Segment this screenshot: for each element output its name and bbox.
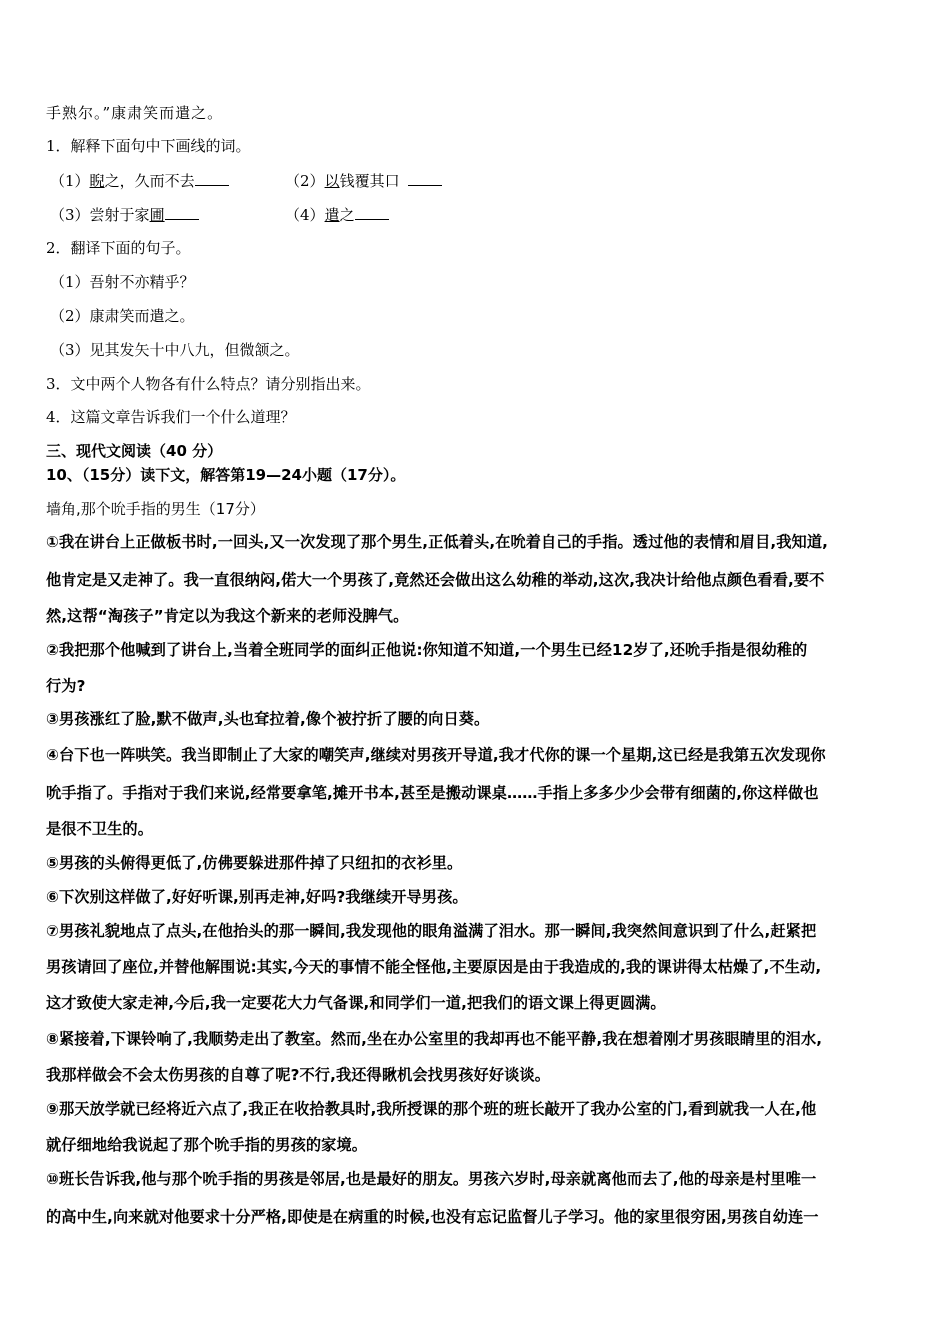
article-line: 就仔细地给我说起了那个吮手指的男孩的家境。 <box>46 1136 368 1154</box>
article-line: ⑨那天放学就已经将近六点了,我正在收拾教具时,我所授课的那个班的班长敲开了我办公室的门,看到就我一人在,他 <box>46 1100 817 1118</box>
question-1-item-2 <box>285 170 442 191</box>
article-line: 我那样做会不会太伤男孩的自尊了呢?不行,我还得瞅机会找男孩好好谈谈。 <box>46 1066 550 1084</box>
article-line: ②我把那个他喊到了讲台上,当着全班同学的面纠正他说:你知道不知道,一个男生已经12岁了,还吮手指是很幼稚的 <box>46 641 808 659</box>
question-2-sentence-1: （1）吾射不亦精乎？ <box>50 273 195 291</box>
item-number: （4） <box>285 206 325 224</box>
item-text: 之，久而不去 <box>104 172 195 190</box>
article-line: 吮手指了。手指对于我们来说,经常要拿笔,摊开书本,甚至是搬动课桌……手指上多多少少会带有细菌的,你这样做也 <box>46 784 819 802</box>
article-line: ⑩班长告诉我,他与那个吮手指的男孩是邻居,也是最好的朋友。男孩六岁时,母亲就离他而去了,他的母亲是村里唯一 <box>46 1170 817 1188</box>
section-heading: 三、现代文阅读（40 分） <box>46 442 223 460</box>
article-line: 的高中生,向来就对他要求十分严格,即使是在病重的时候,也没有忘记监督儿子学习。他的家里很穷困,男孩自幼连一 <box>46 1208 819 1226</box>
underlined-word: 睨 <box>89 172 105 190</box>
item-text: 钱覆其口 <box>339 172 400 190</box>
article-line: ③男孩涨红了脸,默不做声,头也耷拉着,像个被拧折了腰的向日葵。 <box>46 710 490 728</box>
question-1-item-3 <box>50 204 199 225</box>
article-line: ①我在讲台上正做板书时,一回头,又一次发现了那个男生,正低着头,在吮着自己的手指。透过他的表情和眉目,我知道, <box>46 533 828 551</box>
question-10-heading: 10、（15分）读下文，解答第19—24小题（17分）。 <box>46 466 406 484</box>
item-number: （3） <box>50 206 90 224</box>
article-line: 是很不卫生的。 <box>46 820 154 838</box>
question-1-item-1 <box>50 170 229 191</box>
item-text: 尝射于家 <box>89 206 150 224</box>
item-number: （2） <box>285 172 325 190</box>
question-1-title: 1．解释下面句中下画线的词。 <box>46 137 251 155</box>
question-4: 4．这篇文章告诉我们一个什么道理？ <box>46 408 296 426</box>
article-line: ④台下也一阵哄笑。我当即制止了大家的嘲笑声,继续对男孩开导道,我才代你的课一个星期,这已经是我第五次发现你 <box>46 746 826 764</box>
article-line: ⑤男孩的头俯得更低了,仿佛要躲进那件掉了只纽扣的衣衫里。 <box>46 854 463 872</box>
question-2-title: 2．翻译下面的句子。 <box>46 239 191 257</box>
article-line: ⑦男孩礼貌地点了点头,在他抬头的那一瞬间,我发现他的眼角溢满了泪水。那一瞬间,我突然间意识到了什么,赶紧把 <box>46 922 817 940</box>
article-line: ⑥下次别这样做了,好好听课,别再走神,好吗?我继续开导男孩。 <box>46 888 468 906</box>
article-line: 这才致使大家走神,今后,我一定要花大力气备课,和同学们一道,把我们的语文课上得更圆满。 <box>46 994 666 1012</box>
article-line: 行为? <box>46 677 86 695</box>
article-line: 男孩请回了座位,并替他解围说:其实,今天的事情不能全怪他,主要原因是由于我造成的,我的课讲得太枯燥了,不生动, <box>46 958 822 976</box>
article-line: ⑧紧接着,下课铃响了,我顺势走出了教室。然而,坐在办公室里的我却再也不能平静,我在想着刚才男孩眼睛里的泪水, <box>46 1030 823 1048</box>
question-2-sentence-2: （2）康肃笑而遣之。 <box>50 307 195 325</box>
underlined-word: 以 <box>324 172 340 190</box>
underlined-word: 圃 <box>149 206 165 224</box>
article-title: 墙角,那个吮手指的男生（17分） <box>46 500 265 518</box>
passage-ending: 手熟尔。”康肃笑而遣之。 <box>46 104 224 122</box>
answer-blank[interactable] <box>408 170 442 186</box>
question-1-item-4 <box>285 204 389 225</box>
question-2-sentence-3: （3）见其发矢十中八九，但微颔之。 <box>50 341 300 359</box>
article-line: 然,这帮“淘孩子”肯定以为我这个新来的老师没脾气。 <box>46 607 409 625</box>
article-line: 他肯定是又走神了。我一直很纳闷,偌大一个男孩了,竟然还会做出这么幼稚的举动,这次,我决计给他点颜色看看,要不 <box>46 571 825 589</box>
underlined-word: 遣 <box>324 206 340 224</box>
question-3: 3．文中两个人物各有什么特点？请分别指出来。 <box>46 375 371 393</box>
item-number: （1） <box>50 172 90 190</box>
answer-blank[interactable] <box>355 204 389 220</box>
answer-blank[interactable] <box>165 204 199 220</box>
answer-blank[interactable] <box>195 170 229 186</box>
item-text: 之 <box>339 206 355 224</box>
